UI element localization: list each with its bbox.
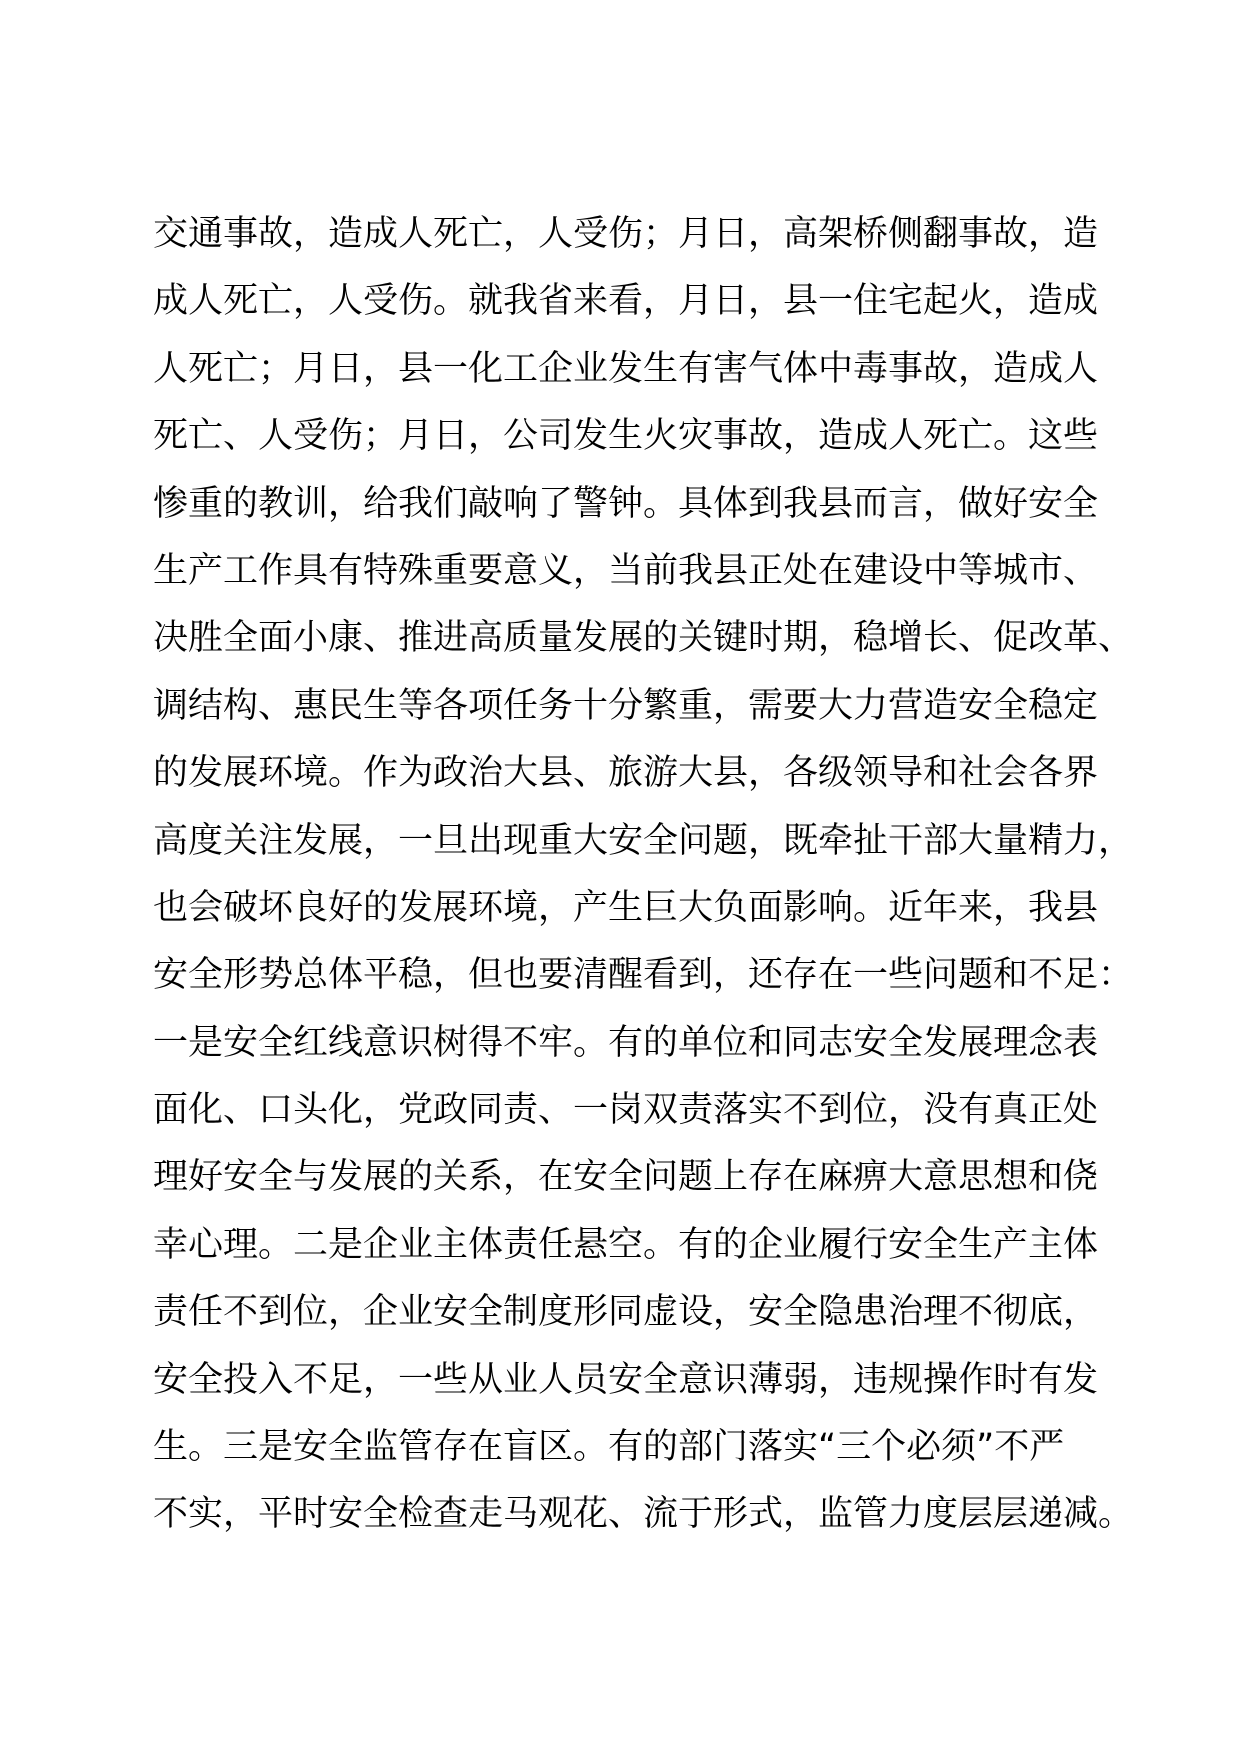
text-line: 人死亡；月日，县一化工企业发生有害气体中毒事故，造成人 (153, 348, 1099, 389)
text-line: 幸心理。二是企业主体责任悬空。有的企业履行安全生产主体 (153, 1224, 1099, 1265)
text-line: 成人死亡，人受伤。就我省来看，月日，县一住宅起火，造成 (153, 281, 1099, 322)
text-line: 交通事故，造成人死亡，人受伤；月日，高架桥侧翻事故，造 (153, 214, 1099, 254)
text-line: 责任不到位，企业安全制度形同虚设，安全隐患治理不彻底， (153, 1292, 1099, 1333)
text-line: 死亡、人受伤；月日，公司发生火灾事故，造成人死亡。这些 (153, 416, 1099, 457)
text-line: 调结构、惠民生等各项任务十分繁重，需要大力营造安全稳定 (153, 685, 1099, 726)
text-line: 不实，平时安全检查走马观花、流于形式，监管力度层层递减。 (153, 1494, 1134, 1535)
text-line: 理好安全与发展的关系，在安全问题上存在麻痹大意思想和侥 (153, 1157, 1099, 1198)
text-line: 生产工作具有特殊重要意义，当前我县正处在建设中等城市、 (153, 550, 1099, 591)
body-paragraph (153, 201, 1134, 1549)
text-line: 一是安全红线意识树得不牢。有的单位和同志安全发展理念表 (153, 1022, 1099, 1063)
text-line: 安全形势总体平稳，但也要清醒看到，还存在一些问题和不足： (153, 955, 1134, 996)
text-line: 惨重的教训，给我们敲响了警钟。具体到我县而言，做好安全 (153, 483, 1099, 524)
text-line: 高度关注发展，一旦出现重大安全问题，既牵扯干部大量精力， (153, 820, 1134, 861)
text-line: 决胜全面小康、推进高质量发展的关键时期，稳增长、促改革、 (153, 618, 1134, 659)
text-line: 的发展环境。作为政治大县、旅游大县，各级领导和社会各界 (153, 753, 1099, 794)
text-line: 面化、口头化，党政同责、一岗双责落实不到位，没有真正处 (153, 1090, 1099, 1131)
text-line: 也会破坏良好的发展环境，产生巨大负面影响。近年来，我县 (153, 887, 1099, 928)
text-line: 安全投入不足，一些从业人员安全意识薄弱，违规操作时有发 (153, 1359, 1099, 1400)
text-line: 生。三是安全监管存在盲区。有的部门落实“三个必须”不严 (153, 1427, 1065, 1468)
